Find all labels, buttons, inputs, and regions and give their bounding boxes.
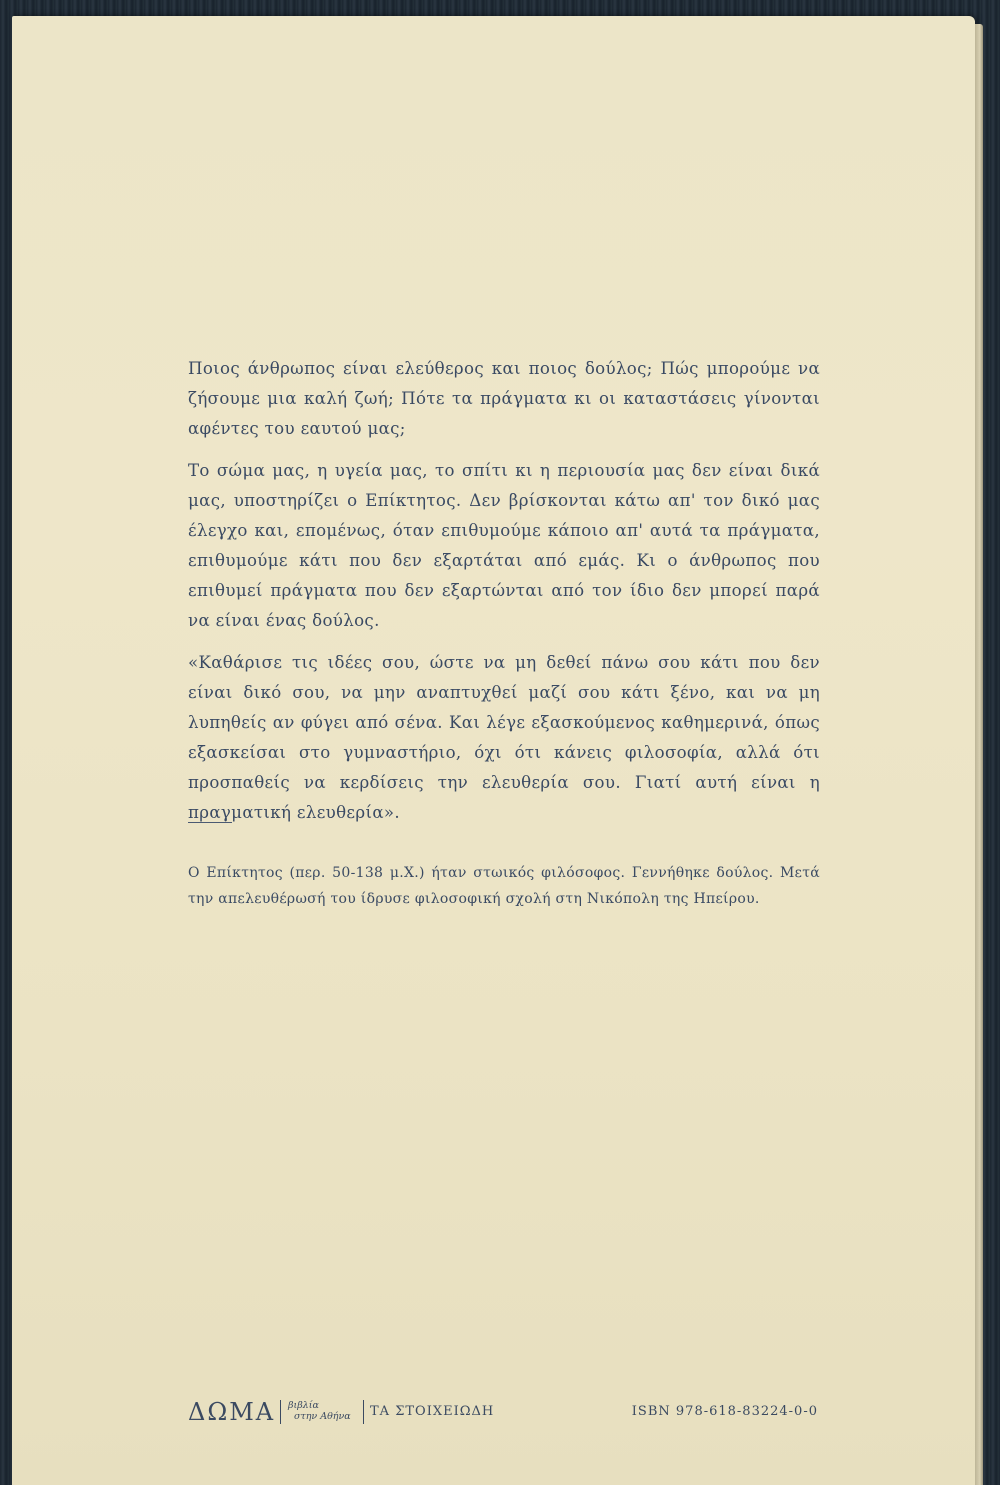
section-divider	[188, 822, 232, 823]
footer-separator	[280, 1400, 281, 1424]
series-name: ΤΑ ΣΤΟΙΧΕΙΩΔΗ	[370, 1404, 495, 1419]
isbn-number: ISBN 978-618-83224-0-0	[631, 1404, 818, 1419]
book-spine-edge	[975, 24, 983, 1485]
tagline-line-1: βιβλία	[288, 1400, 319, 1411]
blurb-paragraph-3: «Καθάρισε τις ιδέες σου, ώστε να μη δεθεί πάνω σου κάτι που δεν είναι δικό σου, να μην αναπτυχθεί μαζί σου κάτι ξένο, και να μη λυπηθείς αν φύγει από σένα. Και λέγε εξασκούμενος καθημερινά, όπως εξασκείσαι στο γυμναστήριο, όχι ότι κάνεις φιλοσοφία, αλλά ότι προσπαθείς να κερδίσεις την ελευθερία σου. Γιατί αυτή είναι η πραγματική ελευθερία».	[188, 653, 820, 822]
blurb-paragraph-1: Ποιος άνθρωπος είναι ελεύθερος και ποιος δούλος; Πώς μπορούμε να ζήσουμε μια καλή ζωή; Πότε τα πράγματα κι οι καταστάσεις γίνονται αφέντες του εαυτού μας;	[188, 359, 820, 438]
back-cover-blurb	[188, 354, 820, 840]
author-bio: Ο Επίκτητος (περ. 50-138 μ.Χ.) ήταν στωικός φιλόσοφος. Γεννήθηκε δούλος. Μετά την απελευθέρωσή του ίδρυσε φιλοσοφική σχολή στη Νικόπολη της Ηπείρου.	[188, 865, 820, 907]
footer-separator	[363, 1400, 364, 1424]
publisher-tagline	[288, 1400, 351, 1422]
blurb-paragraph-2: Το σώμα μας, η υγεία μας, το σπίτι κι η περιουσία μας δεν είναι δικά μας, υποστηρίζει ο Επίκτητος. Δεν βρίσκονται κάτω απ' τον δικό μας έλεγχο και, επομένως, όταν επιθυμούμε κάποιο απ' αυτά τα πράγματα, επιθυμούμε κάτι που δεν εξαρτάται από εμάς. Κι ο άνθρωπος που επιθυμεί πράγματα που δεν εξαρτώνται από τον ίδιο δεν μπορεί παρά να είναι ένας δούλος.	[188, 461, 820, 630]
tagline-line-2: στην Αθήνα	[294, 1411, 351, 1422]
publisher-footer	[188, 1394, 818, 1430]
publisher-logo: ΔΩΜΑ	[188, 1398, 276, 1426]
